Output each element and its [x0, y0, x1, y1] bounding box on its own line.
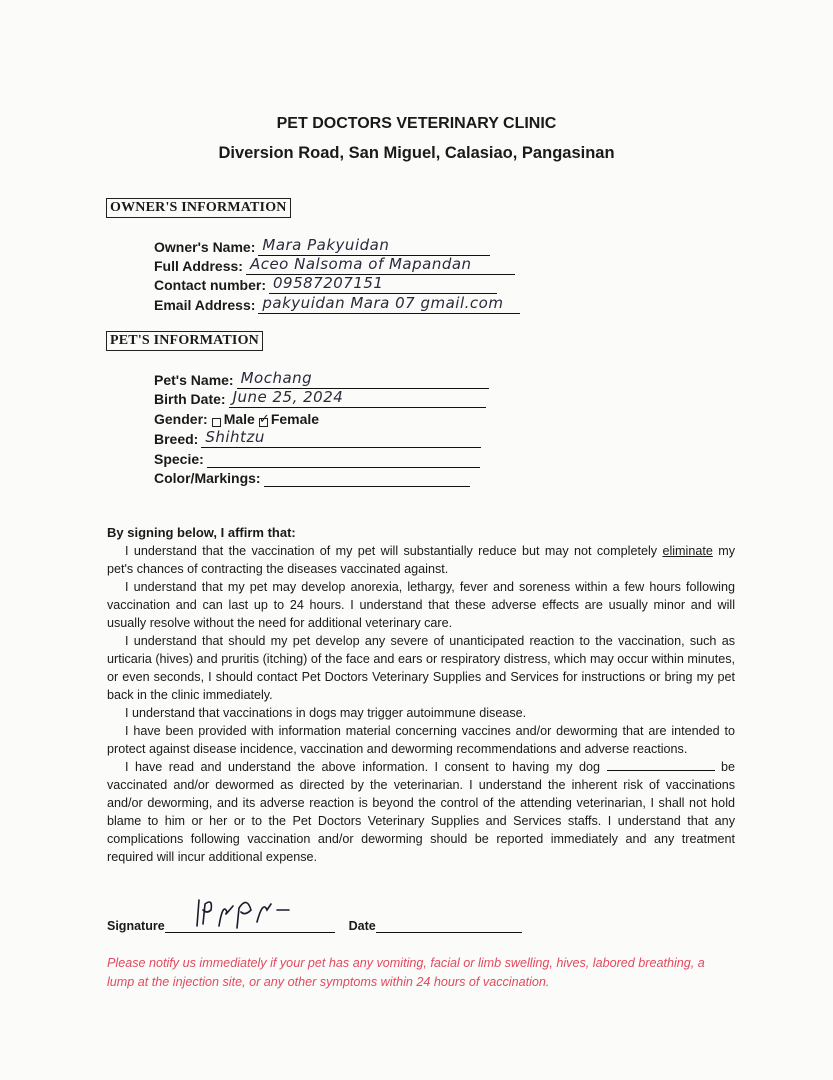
pet-name-row [154, 371, 489, 389]
email-address-field[interactable] [258, 294, 520, 314]
pet-section-heading: PET'S INFORMATION [106, 331, 263, 351]
handwritten-value: Shihtzu [205, 428, 265, 446]
signature-label: Signature [107, 919, 165, 933]
pet-name-field[interactable] [237, 369, 489, 389]
full-address-row [154, 257, 515, 275]
field-label: Contact number: [154, 277, 266, 293]
male-checkbox[interactable] [212, 418, 221, 427]
owner-name-field[interactable] [258, 236, 490, 256]
breed-row [154, 430, 481, 448]
breed-field[interactable] [201, 428, 481, 448]
checkmark-icon: ✓ [258, 411, 270, 426]
field-label: Specie: [154, 451, 204, 467]
gender-label: Gender: [154, 411, 208, 427]
male-option-label: Male [223, 411, 255, 427]
field-label: Owner's Name: [154, 239, 256, 255]
owner-section-heading: OWNER'S INFORMATION [106, 198, 291, 218]
affirmation-paragraph-2: I understand that my pet may develop anorexia, lethargy, fever and soreness within a few hours following vaccination and can last up to 24 hours. I understand that these adverse effects are usually minor and will usually resolve without the need for additional veterinary care. [107, 580, 735, 630]
handwritten-value: June 25, 2024 [232, 388, 344, 406]
affirmation-paragraph-4: I understand that vaccinations in dogs may trigger autoimmune disease. [125, 706, 527, 720]
field-label: Birth Date: [154, 391, 226, 407]
full-address-field[interactable] [246, 255, 515, 275]
field-label: Pet's Name: [154, 372, 234, 388]
affirmation-paragraph-3: I understand that should my pet develop any severe of unanticipated reaction to the vaccination, such as urticaria (hives) and pruritis (itching) of the face and ears or respiratory distress, which may occur within minutes, or even seconds, I should contact Pet Doctors Veterinary Supplies and Services for instructions or bring my pet back in the clinic immediately. [107, 634, 735, 702]
signature-row [107, 918, 522, 933]
handwritten-value: Mochang [240, 369, 313, 387]
notice-text: Please notify us immediately if your pet has any vomiting, facial or limb swelling, hives, labored breathing, a lump at the injection site, or any other symptoms within 24 hours of vaccination. [107, 956, 705, 989]
handwritten-value: Mara Pakyuidan [262, 236, 390, 254]
dog-name-blank[interactable] [607, 758, 715, 771]
field-label: Full Address: [154, 258, 243, 274]
affirmation-paragraph-5: I have been provided with information material concerning vaccines and/or deworming that are intended to protect against disease incidence, vaccination and deworming recommendations and adverse reactions. [107, 724, 735, 756]
date-label: Date [348, 919, 376, 933]
gender-row [154, 410, 319, 428]
date-field[interactable] [376, 918, 522, 933]
color-markings-row [154, 469, 470, 487]
contact-number-field[interactable] [269, 274, 497, 294]
handwritten-value: pakyuidan Mara 07 gmail.com [262, 294, 504, 312]
birth-date-field[interactable] [229, 388, 486, 408]
clinic-address: Diversion Road, San Miguel, Calasiao, Pangasinan [218, 144, 615, 162]
field-label: Email Address: [154, 297, 256, 313]
birth-date-row [154, 390, 486, 408]
specie-field[interactable] [207, 451, 480, 468]
affirmation-block [107, 524, 735, 866]
handwritten-value: 09587207151 [273, 274, 384, 292]
affirmation-paragraph-1: I understand that the vaccination of my pet will substantially reduce but may not completely eliminate my pet's chances of contracting the diseases vaccinated against. [107, 544, 735, 576]
owner-name-row [154, 238, 490, 256]
email-address-row [154, 296, 520, 314]
handwritten-value: Aceo Nalsoma of Mapandan [249, 255, 472, 273]
field-label: Breed: [154, 431, 199, 447]
field-label: Color/Markings: [154, 470, 261, 486]
affirmation-paragraph-6: I have read and understand the above information. I consent to having my dog be vaccinated and/or dewormed as directed by the veterinarian. I understand the inherent risk of vaccinations and/or deworming, and its adverse reaction is beyond the control of the attending veterinarian, I shall not hold blame to him or her or to the Pet Doctors Veterinary Supplies and Services staffs. I understand that any complications following vaccination and/or deworming should be reported immediately and any treatment required will incur additional expense. [107, 760, 735, 864]
contact-number-row [154, 276, 497, 294]
signature-field[interactable] [165, 918, 335, 933]
clinic-name: PET DOCTORS VETERINARY CLINIC [276, 115, 557, 132]
handwritten-signature [193, 896, 293, 930]
specie-row [154, 450, 480, 468]
affirmation-title: By signing below, I affirm that: [107, 525, 296, 540]
female-checkbox[interactable] [258, 411, 270, 427]
color-markings-field[interactable] [264, 470, 470, 487]
female-option-label: Female [270, 411, 320, 427]
